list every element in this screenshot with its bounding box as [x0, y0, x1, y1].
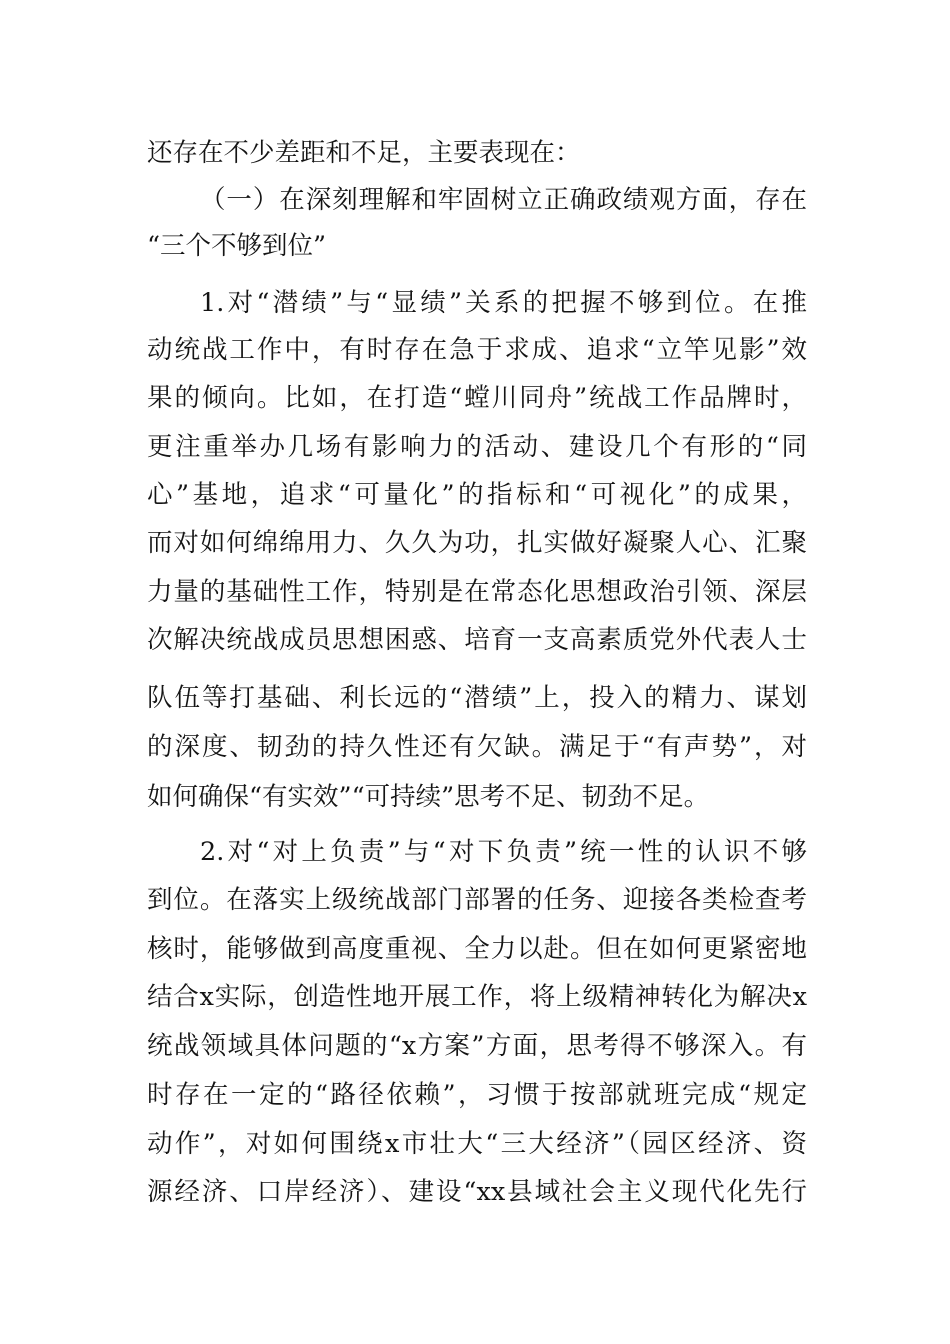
- paragraph-first-line: 2.对“对上负责”与“对下负责”统一性的认识不够: [200, 837, 807, 867]
- text-line: 而对如何绵绵用力、久久为功，扎实做好凝聚人心、汇聚: [147, 528, 807, 558]
- text-line: 力量的基础性工作，特别是在常态化思想政治引领、深层: [147, 577, 807, 607]
- text-line: 次解决统战成员思想困惑、培育一支高素质党外代表人士: [147, 625, 807, 655]
- text-line: 动作”，对如何围绕x市壮大“三大经济”（园区经济、资: [147, 1129, 807, 1159]
- section-heading-line: （一）在深刻理解和牢固树立正确政绩观方面，存在: [200, 185, 807, 215]
- paragraph-first-line: 1.对“潜绩”与“显绩”关系的把握不够到位。在推: [200, 288, 807, 318]
- text-line: 心”基地，追求“可量化”的指标和“可视化”的成果，: [147, 480, 807, 510]
- text-line: 如何确保“有实效”“可持续”思考不足、韧劲不足。: [147, 782, 710, 812]
- text-line: 统战领域具体问题的“x方案”方面，思考得不够深入。有: [147, 1031, 807, 1061]
- text-line: 果的倾向。比如，在打造“螳川同舟”统战工作品牌时，: [147, 383, 807, 413]
- text-line: 源经济、口岸经济）、建设“xx县域社会主义现代化先行: [147, 1177, 807, 1207]
- text-line: 核时，能够做到高度重视、全力以赴。但在如何更紧密地: [147, 934, 807, 964]
- text-line: 到位。在落实上级统战部门部署的任务、迎接各类检查考: [147, 885, 807, 915]
- text-line: 时存在一定的“路径依赖”，习惯于按部就班完成“规定: [147, 1080, 807, 1110]
- text-line: 结合x实际，创造性地开展工作，将上级精神转化为解决x: [147, 982, 807, 1012]
- text-line: 动统战工作中，有时存在急于求成、追求“立竿见影”效: [147, 335, 807, 365]
- section-heading-line: “三个不够到位”: [147, 231, 327, 261]
- text-line: 队伍等打基础、利长远的“潜绩”上，投入的精力、谋划: [147, 683, 807, 713]
- text-line: 的深度、韧劲的持久性还有欠缺。满足于“有声势”，对: [147, 732, 807, 762]
- text-line: 更注重举办几场有影响力的活动、建设几个有形的“同: [147, 432, 807, 462]
- text-line: 还存在不少差距和不足，主要表现在：: [147, 138, 581, 168]
